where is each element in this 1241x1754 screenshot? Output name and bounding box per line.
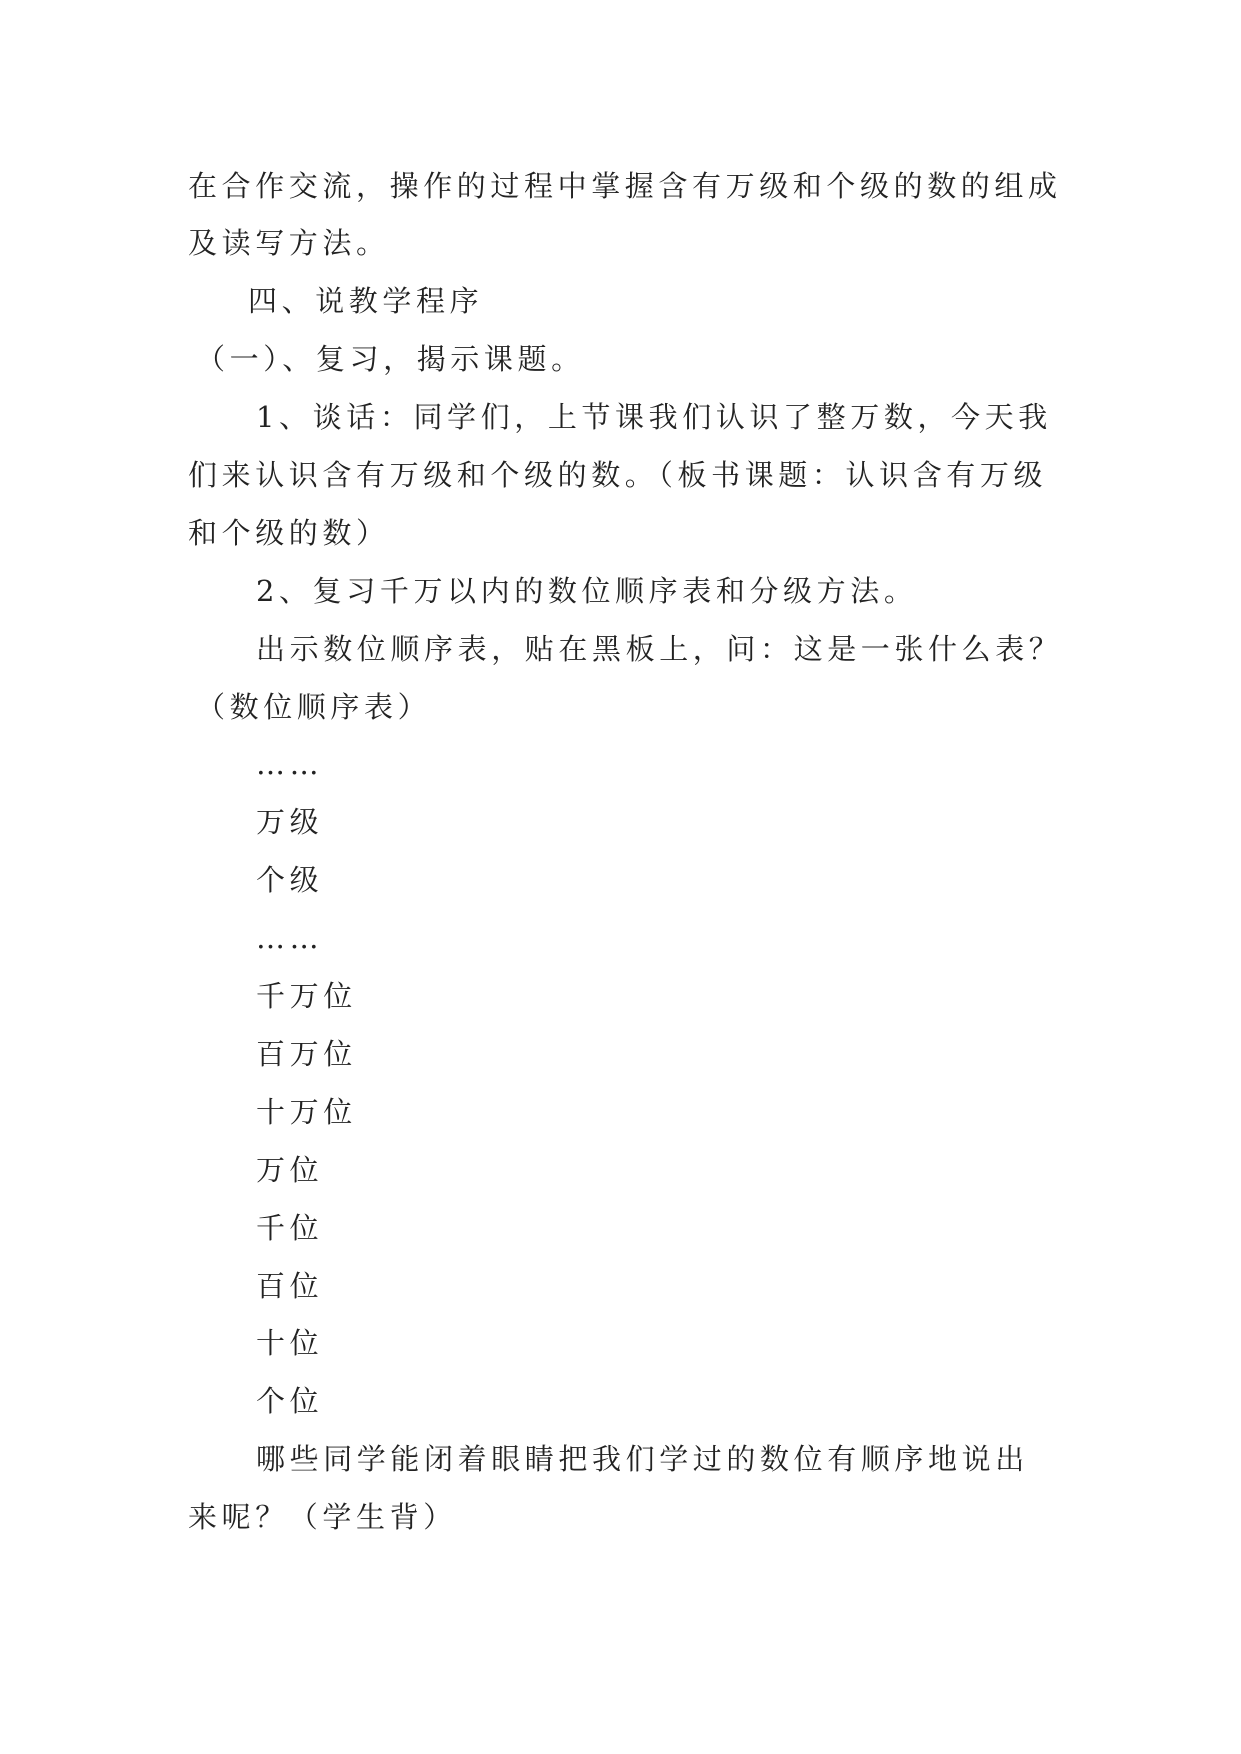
paragraph-line: 及读写方法。 — [188, 226, 390, 260]
paragraph-line: 们来认识含有万级和个级的数。（板书课题：认识含有万级 — [188, 458, 1048, 492]
section-heading: 四、说教学程序 — [248, 284, 484, 318]
list-item: 百万位 — [256, 1037, 357, 1071]
paragraph-line: 在合作交流，操作的过程中掌握含有万级和个级的数的组成 — [188, 169, 1062, 203]
paragraph-line: 哪些同学能闭着眼睛把我们学过的数位有顺序地说出 — [256, 1442, 1029, 1476]
list-item: 万级 — [256, 805, 324, 839]
paragraph-line: 2、复习千万以内的数位顺序表和分级方法。 — [256, 574, 918, 608]
list-item: 千万位 — [256, 979, 357, 1013]
ellipsis-line: …… — [256, 747, 324, 781]
list-item: 百位 — [256, 1269, 324, 1303]
subsection-heading: （一）、复习，揭示课题。 — [196, 342, 585, 376]
list-item: 个级 — [256, 863, 324, 897]
list-item: 千位 — [256, 1211, 324, 1245]
paragraph-line: （数位顺序表） — [196, 690, 432, 724]
ellipsis-line: …… — [256, 921, 324, 955]
list-item: 十万位 — [256, 1095, 357, 1129]
paragraph-line: 出示数位顺序表，贴在黑板上，问：这是一张什么表？ — [256, 632, 1063, 666]
paragraph-line: 和个级的数） — [188, 516, 390, 550]
paragraph-line: 1、谈话：同学们，上节课我们认识了整万数，今天我 — [256, 400, 1052, 434]
list-item: 万位 — [256, 1153, 324, 1187]
paragraph-line: 来呢？（学生背） — [188, 1500, 457, 1534]
list-item: 十位 — [256, 1326, 324, 1360]
list-item: 个位 — [256, 1384, 324, 1418]
